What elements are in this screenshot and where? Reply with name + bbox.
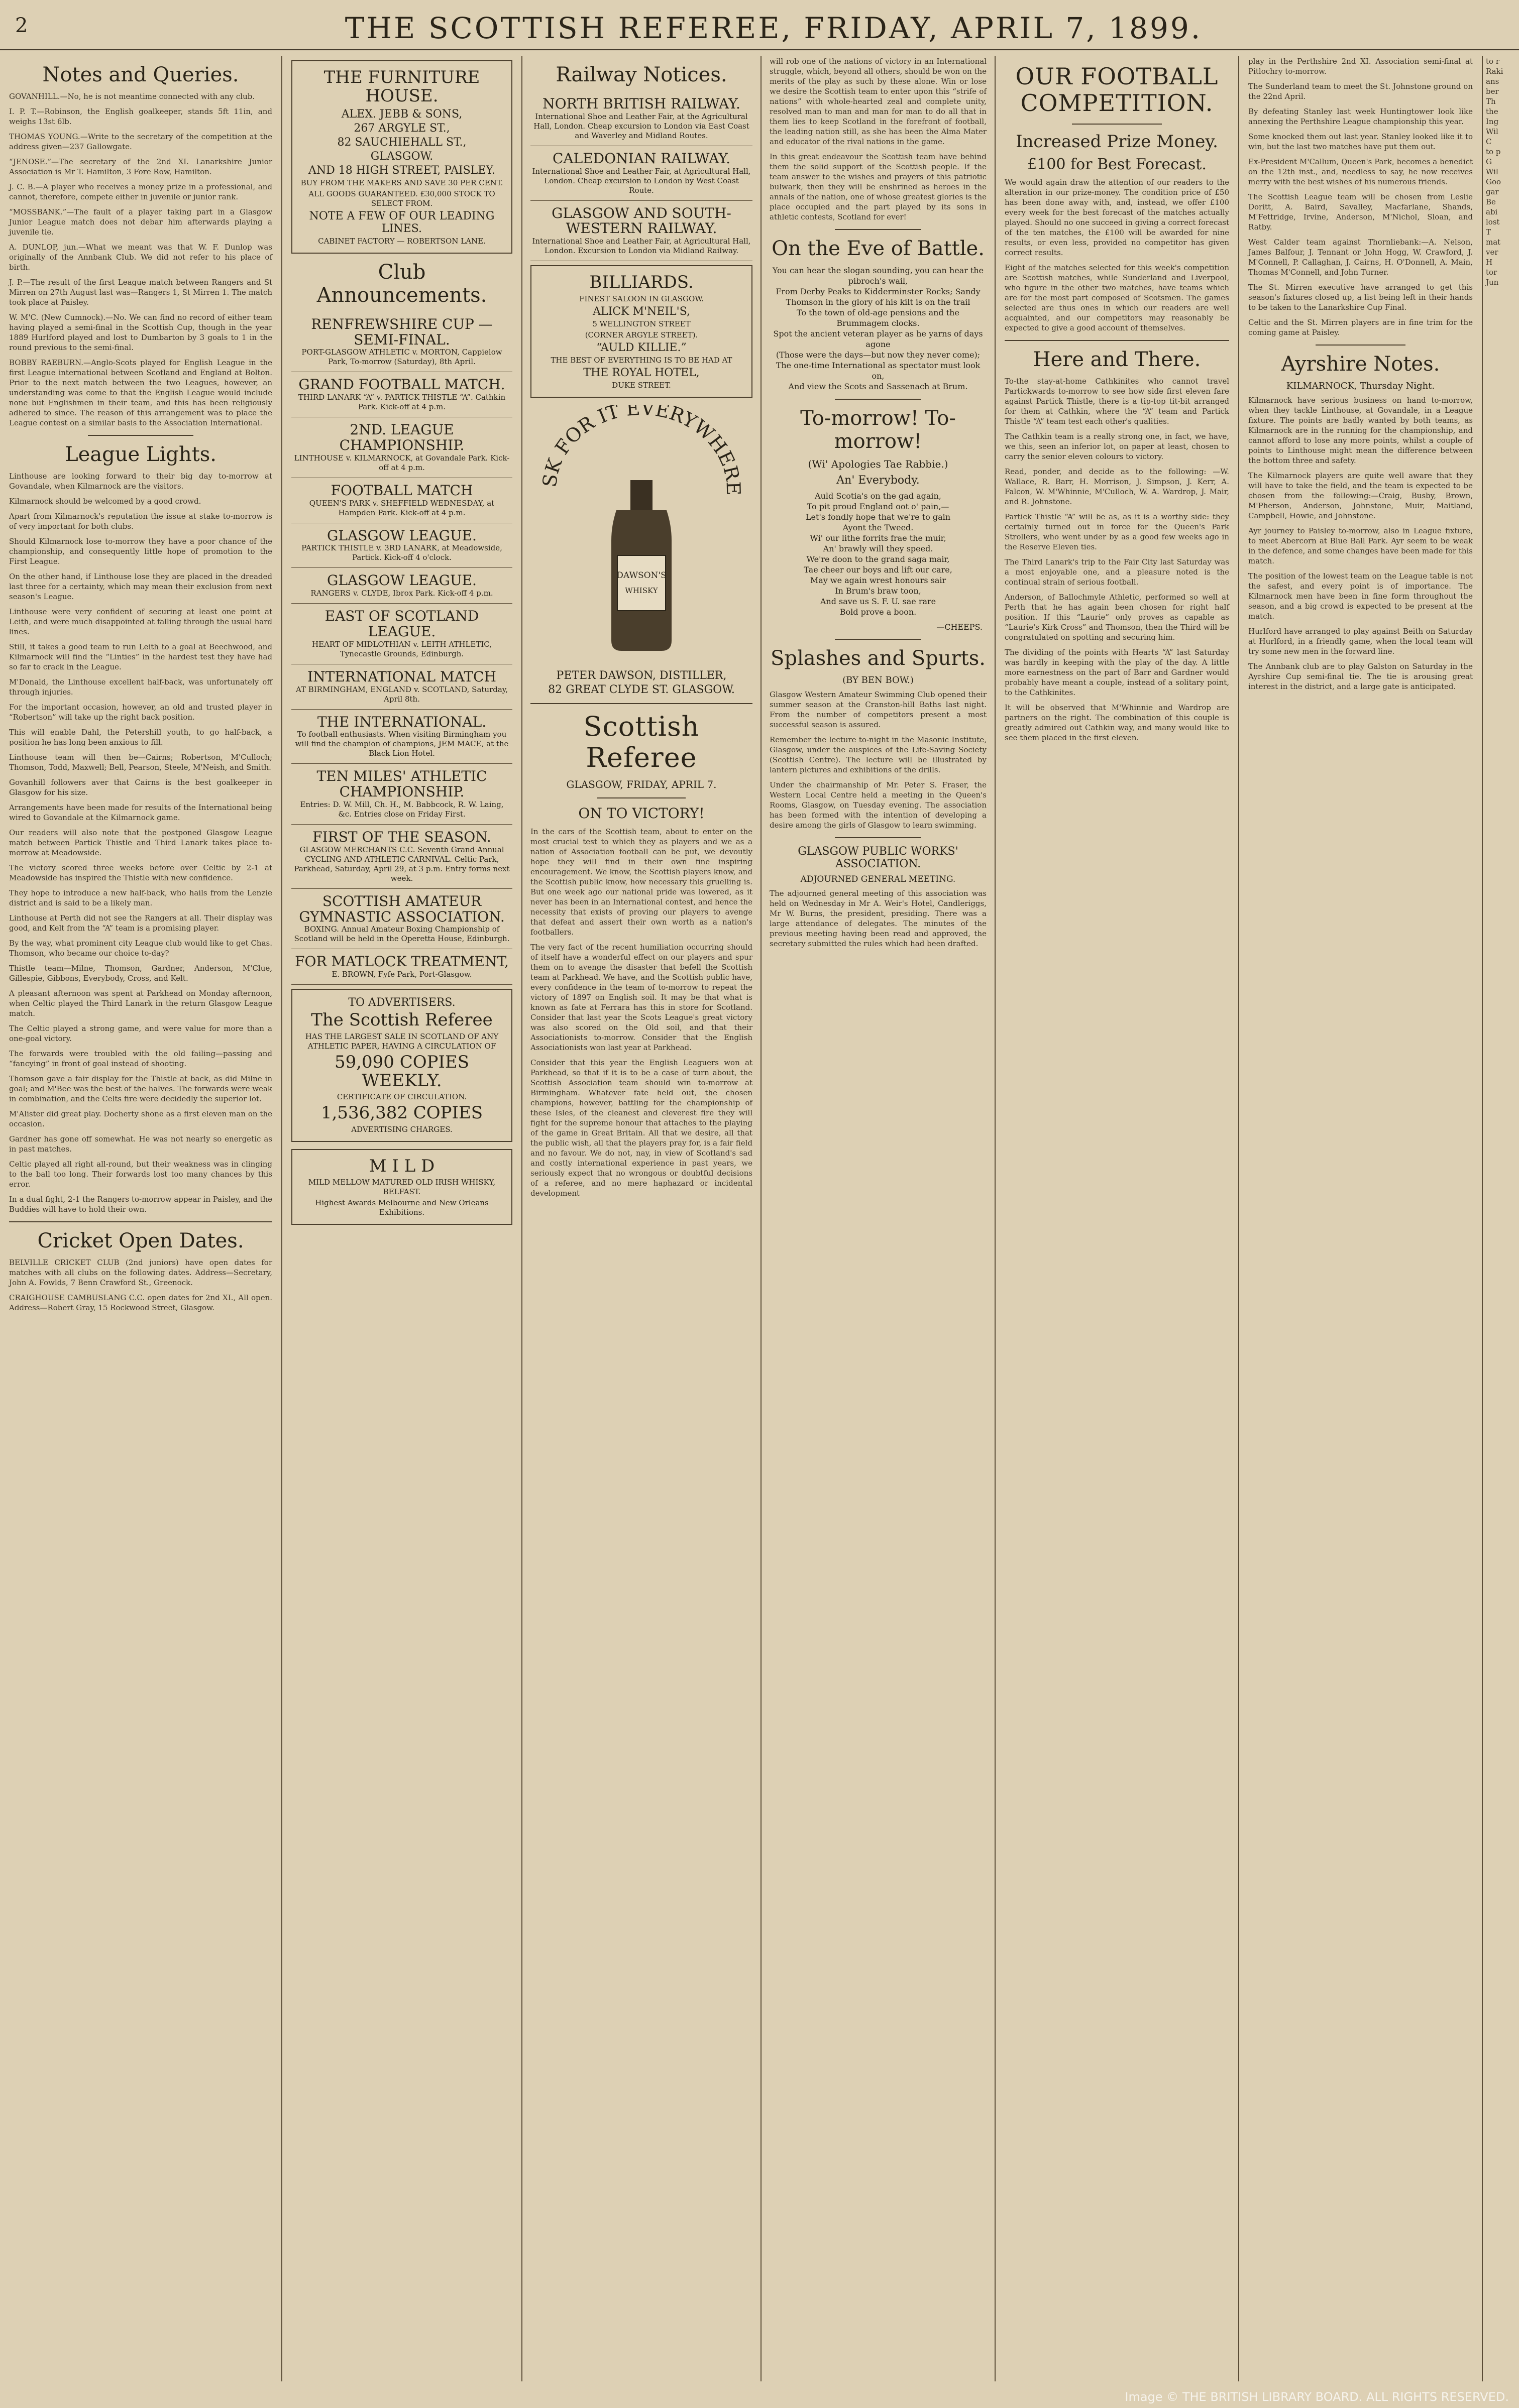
furniture-city: GLASGOW. [370, 150, 433, 163]
dawson-address: 82 GREAT CLYDE ST. GLASGOW. [548, 683, 735, 696]
column-5-note: Some knocked them out last year. Stanley looked like it to win, but the last two matches have put them out. [1248, 132, 1473, 151]
ayrshire-paragraph: Ayr journey to Paisley to-morrow, also in League fixture, to meet Abercorn at Blue Ball Park. Ayr seem to be weak in the defence, and some changes have been made for this match. [1248, 526, 1473, 565]
billiards-address: 5 WELLINGTON STREET [592, 319, 691, 328]
query-answer: A. DUNLOP, jun.—What we meant was that W. F. Dunlop was originally of the Annbank Club. We did not refer to his place of birth. [9, 243, 272, 272]
whisky-body: MILD MELLOW MATURED OLD IRISH WHISKY, BELFAST. [308, 1178, 496, 1197]
league-note: The victory scored three weeks before over Celtic by 2-1 at Meadowside has inspired the Thistle with new confidence. [9, 863, 272, 882]
edge-fragment: G [1486, 157, 1492, 166]
railway-notice-title: NORTH BRITISH RAILWAY. [542, 95, 740, 112]
victory-paragraph: The very fact of the recent humiliation occurring should of itself have a wonderful effect on our players and spur them on to avenge the disaster that befell the Scottish team at Parkhead. We have, and the Scottish public have, every confidence in the team of to-morrow to repeat the victory of 1897 on English soil. It may be that what is known as fate at Ferrara has this in store for Scotland. Consider that last year the Scots League's great victory was also scored on the Old soil, and that their Associationists to-morrow. Consider that the English Associationists won last year at Parkhead. [530, 942, 752, 1052]
league-note: On the other hand, if Linthouse lose they are placed in the dreaded last three for a certainty, which may mean their exclusion from next season's League. [9, 572, 272, 601]
billiards-best: THE BEST OF EVERYTHING IS TO BE HAD AT [551, 355, 732, 365]
advertisers-certificate: CERTIFICATE OF CIRCULATION. [337, 1092, 467, 1102]
billiards-hotel: THE ROYAL HOTEL, [583, 366, 700, 379]
furniture-address-3: AND 18 HIGH STREET, PAISLEY. [308, 164, 496, 177]
advertisers-paper: The Scottish Referee [311, 1010, 493, 1030]
announcement-title: FOOTBALL MATCH [331, 482, 473, 499]
league-note: Linthouse at Perth did not see the Rangers at all. Their display was good, and Kelt from the “A” team is a promising player. [9, 913, 272, 933]
tomorrow-signature: —CHEEPS. [936, 622, 983, 632]
cricket-heading: Cricket Open Dates. [37, 1229, 244, 1252]
ayrshire-dateline: KILMARNOCK, Thursday Night. [1286, 381, 1435, 391]
query-answer: “JENOSE.”—The secretary of the 2nd XI. Lanarkshire Junior Association is Mr T. Hamilton, 3 Fore Row, Hamilton. [9, 157, 272, 176]
query-answer: J. C. B.—A player who receives a money prize in a professional, and cannot, therefore, compete either in juvenile or junior rank. [9, 182, 272, 201]
edge-fragment: Goo [1486, 177, 1501, 186]
announcement-body: PARTICK THISTLE v. 3RD LANARK, at Meadowside, Partick. Kick-off 4 o'clock. [301, 543, 502, 562]
announcement-body: AT BIRMINGHAM, ENGLAND v. SCOTLAND, Saturday, April 8th. [295, 684, 508, 704]
tomorrow-poem-line: Tae cheer our boys and lift our care, [804, 565, 952, 575]
league-note: By the way, what prominent city League club would like to get Chas. Thomson, who became our choice to-day? [9, 939, 272, 958]
competition-sub: Increased Prize Money. [1016, 131, 1218, 152]
announcement-title: GLASGOW LEAGUE. [327, 527, 477, 544]
divider [88, 435, 193, 436]
competition-paragraph: Eight of the matches selected for this week's competition are Scottish matches, while Sunderland and Liverpool, who figure in the other two matches, have teams which are for the most part composed of Scotsmen. The games selected are thus ones in which our readers are well acquainted, and our competitors may reasonably be expected to give a good account of themselves. [1005, 263, 1229, 332]
here-paragraph: Anderson, of Ballochmyle Athletic, performed so well at Perth that he has again been chosen for right half position. If this “Laurie” only proves as capable as “Laurie's Kirk Cross” and Thomson, then the Third will be congratulated on spotting and securing him. [1005, 592, 1229, 642]
league-note: Celtic played all right all-round, but their weakness was in clinging to the ball too long. Their forwards lost too many chances by this error. [9, 1160, 272, 1189]
splash-article [770, 690, 987, 830]
ayrshire-article [1248, 395, 1473, 692]
league-heading: League Lights. [65, 443, 216, 466]
competition-prize: £100 for Best Forecast. [1027, 155, 1207, 173]
eve-poem-line: (Those were the days—but now they never come); [776, 350, 981, 360]
query-answer: BOBBY RAEBURN.—Anglo-Scots played for English League in the first League international between Scotland and England at Bolton. Prior to the next match between the two Leagues, however, an understanding was come to that the English League would include none but Englishmen in their team, and this has been religiously adhered to since. The reason of this arrangement was to place the League contest on a similar basis to the Association International. [9, 358, 272, 427]
column-3 [522, 56, 996, 2381]
page-number: 2 [15, 14, 28, 37]
whisky-note: Highest Awards Melbourne and New Orleans Exhibitions. [315, 1198, 489, 1217]
column-5-note: West Calder team against Thornliebank:—A. Nelson, James Balfour, J. Tennant or John Hogg, W. Crawford, J. M'Connell, P. Callaghan, J. Cairns, H. O'Donnell, A. Main, Thomas M'Connell, and John Turner. [1248, 238, 1473, 277]
divider [1072, 124, 1162, 125]
billiards-title: BILLIARDS. [589, 272, 694, 293]
splash-heading: Splashes and Spurts. [771, 647, 986, 670]
tomorrow-heading: To-morrow! To-morrow! [800, 407, 956, 453]
query-answer: J. P.—The result of the first League match between Rangers and St Mirren on 27th August last was—Rangers 1, St Mirren 1. The match took place at Paisley. [9, 278, 272, 307]
announcement-body: BOXING. Annual Amateur Boxing Championship of Scotland will be held in the Operetta House, Edinburgh. [294, 925, 510, 944]
league-note: This will enable Dahl, the Petershill youth, to go half-back, a position he has long been anxious to fill. [9, 728, 272, 747]
victory-article [530, 827, 752, 1198]
billiards-advert [530, 265, 752, 397]
advertisers-total: 1,536,382 COPIES [320, 1103, 483, 1123]
furniture-guarantee: ALL GOODS GUARANTEED. £30,000 STOCK TO SELECT FROM. [308, 189, 495, 208]
edge-fragment: Wil [1486, 127, 1498, 136]
billiards-corner: (CORNER ARGYLE STREET). [585, 330, 698, 339]
edge-fragment: abi [1486, 207, 1498, 216]
bottle-label-icon [617, 555, 666, 611]
railway-notice-body: International Shoe and Leather Fair, at Agricultural Hall, London. Excursion to London via Midland Railway. [532, 237, 751, 256]
edge-fragment: Jun [1486, 278, 1499, 287]
divider [835, 639, 922, 640]
edge-fragment: H [1486, 258, 1493, 267]
tomorrow-poem-line: Let's fondly hope that we're to gain [805, 512, 951, 522]
league-note: Kilmarnock should be welcomed by a good crowd. [9, 497, 201, 506]
announcement-body: RANGERS v. CLYDE, Ibrox Park. Kick-off 4 p.m. [310, 589, 493, 598]
railway-notice-title: CALEDONIAN RAILWAY. [552, 150, 731, 167]
tomorrow-poem-line: Ayont the Tweed. [842, 523, 914, 532]
announcement-title: FIRST OF THE SEASON. [312, 828, 491, 845]
league-note: In a dual fight, 2-1 the Rangers to-morrow appear in Paisley, and the Buddies will have to hold their own. [9, 1195, 272, 1214]
league-note: Arrangements have been made for results of the International being wired to Govandale at the Kilmarnock game. [9, 803, 272, 822]
league-note: Govanhill followers aver that Cairns is the best goalkeeper in Glasgow for his size. [9, 778, 272, 797]
eve-poem [770, 265, 987, 392]
divider [9, 1221, 272, 1222]
announcement-body: To football enthusiasts. When visiting Birmingham you will find the champion of champions, JEM MACE, at the Black Lion Hotel. [295, 730, 509, 758]
column-1 [0, 56, 282, 2381]
column-3b [762, 56, 996, 2381]
column-5-note: Celtic and the St. Mirren players are in fine trim for the coming game at Paisley. [1248, 318, 1473, 337]
announcement [291, 825, 512, 889]
league-note: They hope to introduce a new half-back, who hails from the Lenzie district and is said to be a likely man. [9, 888, 272, 907]
league-note: Linthouse were very confident of securing at least one point at Leith, and were much disappointed at falling through the usual hard lines. [9, 607, 272, 636]
divider [1005, 340, 1229, 341]
league-note: M'Alister did great play. Docherty shone as a first eleven man on the occasion. [9, 1109, 272, 1128]
competition-paragraph: We would again draw the attention of our readers to the alteration in our prize-money. The condition price of £50 has been done away with, and, instead, we offer £100 every week for the best forecast of the matches actually played. Should no one succeed in giving a correct forecast of the ten matches, the £100 will be awarded for nine results, or even less, provided no competitor has given correct results. [1005, 177, 1229, 257]
ayrshire-paragraph: The Kilmarnock players are quite well aware that they will have to take the field, and the team is expected to be chosen from the following:—Craig, Busby, Brown, M'Pherson, Anderson, Johnstone, Muir, Maitland, Campbell, Howie, and Johnstone. [1248, 471, 1473, 520]
column-6-edge [1483, 56, 1519, 2381]
league-note: Thistle team—Milne, Thomson, Gardner, Anderson, M'Clue, Gillespie, Gibbons, Everybody, Cross, and Kelt. [9, 964, 272, 983]
announcement-title: FOR MATLOCK TREATMENT, [295, 953, 509, 970]
announcement-title: THE INTERNATIONAL. [317, 713, 487, 730]
billiards-owner: ALICK M'NEIL'S, [593, 305, 690, 318]
eve-poem-line: From Derby Peaks to Kidderminster Rocks; Sandy Thomson in the glory of his kilt is on the trail [776, 287, 981, 307]
edge-fragment: gar [1486, 187, 1499, 196]
here-paragraph: To-the stay-at-home Cathkinites who cannot travel Partickwards to-morrow to see how side first eleven fare against Partick Thistle, there is a tip-top tit-bit arranged for them at Cathkin, where the “A” team and Partick Thistle “A” team test each other's qualities. [1005, 376, 1229, 426]
edge-fragment: ber [1486, 87, 1499, 96]
competition-heading: OUR FOOTBALL COMPETITION. [1015, 63, 1219, 117]
here-heading: Here and There. [1033, 348, 1201, 371]
league-note: Apart from Kilmarnock's reputation the issue at stake to-morrow is of very important for both clubs. [9, 512, 272, 531]
works-paragraph: The adjourned general meeting of this association was held on Wednesday in Mr A. Weir's Hotel, Candleriggs, Mr W. Burns, the president, presiding. There was a large attendance of delegates. The minutes of the previous meeting having been read and approved, the secretary submitted the rules which had been drafted. [770, 889, 987, 948]
tomorrow-poem-line: May we again wrest honours sair [810, 576, 946, 585]
announcement-title: SCOTTISH AMATEUR GYMNASTIC ASSOCIATION. [299, 892, 505, 925]
announcement [291, 949, 512, 985]
splash-paragraph: Remember the lecture to-night in the Masonic Institute, Glasgow, under the auspices of the Life-Saving Society (Scottish Centre). The lecture will be illustrated by lantern pictures and exhibitions of the drills. [770, 735, 987, 774]
bottle-label-text: DAWSON'S [616, 570, 667, 581]
column-4 [996, 56, 1239, 2381]
dawson-advert [530, 405, 752, 696]
announcement-body: PORT-GLASGOW ATHLETIC v. MORTON, Cappielow Park, To-morrow (Saturday), 8th April. [301, 348, 502, 367]
railway-heading: Railway Notices. [556, 63, 727, 86]
tomorrow-poem-line: An' brawly will they speed. [823, 544, 933, 553]
club-announcements-heading: Club Announcements. [316, 260, 487, 307]
splash-paragraph: Glasgow Western Amateur Swimming Club opened their summer season at the Cranston-hill Baths last night. From the number of competitors present a most successful season is assured. [770, 690, 987, 729]
tomorrow-poem-line: In Brum's braw toon, [835, 586, 921, 596]
announcements-list [291, 312, 512, 985]
railway-notice-title: GLASGOW AND SOUTH-WESTERN RAILWAY. [552, 204, 731, 237]
column-2 [282, 56, 522, 2381]
ayrshire-paragraph: Kilmarnock have serious business on hand to-morrow, when they tackle Linthouse, at Govandale, in a League fixture. The points are badly wanted by both teams, as Kilmarnock are in the running for the championship, and cannot afford to lose any more points, whilst a couple of points to Linthouse might mean the difference between the bottom three and safety. [1248, 396, 1473, 465]
furniture-address-2: 82 SAUCHIEHALL ST., [337, 136, 467, 149]
edge-fragment: lost [1486, 217, 1500, 226]
league-note: Gardner has gone off somewhat. He was not nearly so energetic as in past matches. [9, 1134, 272, 1154]
announcement-title: 2ND. LEAGUE CHAMPIONSHIP. [339, 421, 465, 453]
league-note: M'Donald, the Linthouse excellent half-back, was unfortunately off through injuries. [9, 677, 272, 697]
eve-poem-line: Spot the ancient veteran player as he yarns of days agone [773, 329, 983, 349]
edge-fragment: C [1486, 137, 1492, 146]
competition-article [1005, 177, 1229, 333]
billiards-inn: “AULD KILLIE.” [596, 341, 687, 354]
league-note: The Celtic played a strong game, and were value for more than a one-goal victory. [9, 1024, 272, 1043]
query-answer: I. P. T.—Robinson, the English goalkeeper, stands 5ft 11in, and weighs 13st 6lb. [9, 107, 272, 126]
notes-list [9, 91, 272, 428]
furniture-advert [291, 60, 512, 254]
announcement [291, 568, 512, 604]
announcement [291, 417, 512, 478]
ayrshire-heading: Ayrshire Notes. [1281, 353, 1440, 376]
divider [835, 229, 922, 230]
announcement [291, 764, 512, 825]
query-answer: W. M'C. (New Cumnock).—No. We can find no record of either team having played a semi-final in the Scottish Cup, though in the year 1889 Hurlford played and lost to Dumbarton by 3 goals to 1 in the round previous to the semi-final. [9, 313, 272, 352]
announcement [291, 664, 512, 710]
league-note: Still, it takes a good team to run Leith to a goal at Beechwood, and Kilmarnock will find the “Linties” in the hardest test they have had so far to crack in the League. [9, 642, 272, 671]
league-note: Linthouse team will then be—Cairns; Robertson, M'Culloch; Thomson, Todd, Maxwell; Bell, Pearson, Steele, M'Neish, and Smith. [9, 753, 272, 772]
announcement-body: LINTHOUSE v. KILMARNOCK, at Govandale Park. Kick-off at 4 p.m. [294, 453, 510, 472]
here-paragraph: The Third Lanark's trip to the Fair City last Saturday was a most enjoyable one, and a pleasure noted is the continual strain of serious football. [1005, 557, 1229, 587]
league-note: Our readers will also note that the postponed Glasgow League match between Partick Thistle and Third Lanark takes place to-morrow at Meadowside. [9, 828, 272, 857]
column-5-note: The Sunderland team to meet the St. Johnstone ground on the 22nd April. [1248, 82, 1473, 101]
advertisers-claim: HAS THE LARGEST SALE IN SCOTLAND OF ANY ATHLETIC PAPER, HAVING A CIRCULATION OF [305, 1031, 499, 1051]
announcement-body: E. BROWN, Fyfe Park, Port-Glasgow. [332, 970, 472, 979]
column-5-note: play in the Perthshire 2nd XI. Association semi-final at Pitlochry to-morrow. [1248, 57, 1473, 76]
railway-notice [530, 91, 752, 146]
edge-fragment: to r [1486, 57, 1499, 66]
furniture-title: THE FURNITURE HOUSE. [323, 67, 480, 106]
railway-notice [530, 146, 752, 201]
eve-poem-line: The one-time International as spectator must look on, [776, 361, 981, 381]
edge-fragment: Be [1486, 197, 1496, 206]
eve-poem-line: You can hear the slogan sounding, you can hear the pibroch's wail, [772, 266, 984, 286]
announcement-body: HEART OF MIDLOTHIAN v. LEITH ATHLETIC, Tynecastle Grounds, Edinburgh. [311, 639, 492, 658]
ayrshire-paragraph: The position of the lowest team on the League table is not the safest, and every point is of importance. The Kilmarnock men have been in fine form throughout the season, and a big crowd is expected to be present at the match. [1248, 571, 1473, 621]
railway-list [530, 91, 752, 261]
splash-byline: (BY BEN BOW.) [842, 675, 914, 685]
announcement-body: Entries: D. W. Mill, Ch. H., M. Babbcock, R. W. Laing, &c. Entries close on Friday First. [300, 799, 504, 819]
query-answer: “MOSSBANK.”—The fault of a player taking part in a Glasgow Junior League match does not debar him afterwards playing a juvenile tie. [9, 207, 272, 237]
victory-paragraph: In the cars of the Scottish team, about to enter on the most crucial test to which they as players and we as a nation of Association football can be put, we devoutly hope they will find in their own fine inspiring encouragement. We know, the Scottish players know, and the Scottish public know, how necessary this gruelling is. But one week ago our national pride was lowered, as it never has been in an International contest, and hence the necessity that exists of proving our players to avenge that defeat and assert their own worth as a nation's footballers. [530, 827, 752, 937]
announcement [291, 604, 512, 664]
whisky-advert [291, 1149, 512, 1225]
divider [835, 399, 922, 400]
league-note: For the important occasion, however, an old and trusted player in “Robertson” will take up the right back position. [9, 703, 272, 722]
cricket-note: CRAIGHOUSE CAMBUSLANG C.C. open dates for 2nd XI., All open. Address—Robert Gray, 15 Rockwood Street, Glasgow. [9, 1293, 272, 1312]
victory-paragraph: Consider that this year the English Leaguers won at Parkhead, so that if it is to be a case of turn about, the Scottish Association team should win to-morrow at Birmingham. Whatever fate held out, the chosen champions, however, battling for the championship of these Isles, of the cleanest and cleverest fire they will fight for the supreme honour that attaches to the playing of the game in Great Britain. All that we desire, all that the public wish, all that the players pray for, is a fair field and no favour. We do not, nay, in view of Scotland's sad and costly international experience in past years, we seriously expect that no wrongous or doubtful decisions of a referee, and no mere haphazard or incidental development [530, 1058, 752, 1198]
announcement-title: GLASGOW LEAGUE. [327, 572, 477, 589]
announcement [291, 312, 512, 373]
lead-paragraph: will rob one of the nations of victory in an International struggle, which, beyond all others, should be won on the merits of the play as such by these alone. Win or lose we desire the Scottish team to enter upon this “strife of nations” with whole-hearted zeal and complete unity, resolved man to man and man for man to do all that in them lies to keep Scotland in the forefront of football, the leading nation still, as she has been the Alma Mater and educator of the rival nations in the game. [770, 57, 987, 146]
edge-fragment: the [1486, 107, 1498, 116]
divider [835, 837, 922, 838]
ayrshire-paragraph: Hurlford have arranged to play against Beith on Saturday at Hurlford, in a friendly game, when the local team will try some new men in the forward line. [1248, 627, 1473, 656]
announcement-body: QUEEN'S PARK v. SHEFFIELD WEDNESDAY, at Hampden Park. Kick-off at 4 p.m. [309, 498, 495, 517]
league-note: Linthouse are looking forward to their big day to-morrow at Govandale, when Kilmarnock are the visitors. [9, 472, 272, 491]
edge-fragments [1486, 56, 1516, 287]
divider [597, 797, 686, 798]
masthead [0, 0, 1519, 51]
here-paragraph: Partick Thistle “A” will be as, as it is a worthy side: they certainly turned out in force for the Queen's Park Strollers, who went under by as a good few weeks ago in the Reserve Eleven ties. [1005, 512, 1229, 551]
advertisers-rates-heading: ADVERTISING CHARGES. [351, 1124, 453, 1134]
furniture-slogan: BUY FROM THE MAKERS AND SAVE 30 PER CENT. [300, 178, 503, 187]
whisky-letters: M I L D [369, 1156, 435, 1176]
edge-fragment: Ing [1486, 117, 1499, 126]
lead-paragraph: In this great endeavour the Scottish team have behind them the solid support of the Scottish people. If the team answer to the wishes and prayers of this patriotic bulwark, then they will be enshrined as heroes in the annals of the nation, one of whose greatest glories is the place occupied and the part played by its sons in athletic contests, Scotland for ever! [770, 152, 987, 221]
billiards-saloon: FINEST SALOON IN GLASGOW. [579, 294, 704, 303]
column-3a [522, 56, 762, 2381]
edge-fragment: tor [1486, 268, 1497, 277]
here-paragraph: It will be observed that M'Whinnie and Wardrop are partners on the right. The combination of this couple is greatly admired out Cathkin way, and many would like to see them placed in the first eleven. [1005, 703, 1229, 742]
billiards-street: DUKE STREET. [612, 380, 671, 390]
column-5-note: The Scottish League team will be chosen from Leslie Doritt, A. Baird, Savalley, Macfarlane, Shands, M'Fettridge, Irvine, Anderson, M'Nichol, Sloan, and Ratby. [1248, 192, 1473, 232]
edge-fragment: mat [1486, 238, 1501, 247]
column-5-note: The St. Mirren executive have arranged to get this season's fixtures closed up, a list being left in their hands to be taken to the Lanarkshire Cup Final. [1248, 283, 1473, 312]
bottle-neck-icon [630, 480, 653, 510]
image-credit: Image © THE BRITISH LIBRARY BOARD. ALL RIGHTS RESERVED. [1125, 2390, 1509, 2404]
announcement-title: RENFREWSHIRE CUP — SEMI-FINAL. [311, 315, 493, 348]
railway-notice [530, 201, 752, 262]
league-note: A pleasant afternoon was spent at Parkhead on Monday afternoon, when Celtic played the Third Lanark in the return Glasgow League match. [9, 989, 272, 1018]
column-5-notes [1248, 56, 1473, 337]
advertisers-box [291, 989, 512, 1142]
column-5-note: Ex-President M'Callum, Queen's Park, becomes a benedict on the 12th inst., and, needless to say, he now receives merry with the best wishes of his numerous friends. [1248, 157, 1473, 186]
furniture-factory: CABINET FACTORY — ROBERTSON LANE. [318, 236, 486, 246]
announcement-title: INTERNATIONAL MATCH [307, 668, 496, 685]
here-paragraph: Read, ponder, and decide as to the following: —W. Wallace, R. Barr, H. Morrison, J. Simpson, J. Kerr, A. Falcon, W. M'Whinnie, M'Culloch, W. A. Wardrop, J. Mair, and R. Johnstone. [1005, 467, 1229, 506]
railway-notice-body: International Shoe and Leather Fair, at the Agricultural Hall, London. Cheap excursion to London via East Coast and Waverley and Midland Routes. [533, 111, 749, 140]
cricket-list [9, 1257, 272, 1313]
eve-poem-line: And view the Scots and Sassenach at Brum. [788, 382, 968, 391]
here-article [1005, 376, 1229, 743]
advertisers-circulation: 59,090 COPIES WEEKLY. [334, 1052, 470, 1091]
eve-heading: On the Eve of Battle. [772, 237, 985, 260]
tomorrow-poem-line: To pit proud England oot o' pain,— [807, 502, 949, 511]
dawson-slogan: SK FOR IT EVERYWHERE [538, 404, 745, 496]
announcement [291, 889, 512, 950]
league-list [9, 471, 272, 1214]
tomorrow-poem-line: Bold prove a boon. [839, 607, 917, 617]
eve-poem-line: To the town of old-age pensions and the Brummagem clocks. [797, 308, 959, 328]
announcement-body: GLASGOW MERCHANTS C.C. Seventh Grand Annual CYCLING AND ATHLETIC CARNIVAL. Celtic Park, Parkhead, Saturday, April 29, at 3 p.m. Entry forms next week. [294, 845, 510, 883]
tomorrow-poem-line: And save us S. F. U. sae rare [820, 597, 936, 606]
announcement-title: TEN MILES' ATHLETIC CHAMPIONSHIP. [316, 768, 487, 800]
query-answer: THOMAS YOUNG.—Write to the secretary of the competition at the address given—237 Gallowgate. [9, 132, 272, 151]
here-paragraph: The dividing of the points with Hearts “A” last Saturday was hardly in keeping with the play of the day. A little more earnestness on the part of Barr and Gardner would probably have meant a couple, instead of a solitary point, to the Cathkinites. [1005, 647, 1229, 697]
furniture-note: NOTE A FEW OF OUR LEADING LINES. [309, 209, 495, 235]
divider [1316, 345, 1405, 346]
ayrshire-paragraph: The Annbank club are to play Galston on Saturday in the Ayrshire Cup semi-final tie. The tie is arousing great interest in the district, and a large gate is anticipated. [1248, 662, 1473, 691]
announcement [291, 523, 512, 568]
works-heading: GLASGOW PUBLIC WORKS' ASSOCIATION. [798, 845, 958, 870]
divider [530, 703, 752, 704]
dateline: GLASGOW, FRIDAY, APRIL 7. [566, 778, 717, 790]
edge-fragment: T [1486, 227, 1491, 237]
dawson-maker: PETER DAWSON, DISTILLER, [556, 669, 727, 682]
announcement-body: THIRD LANARK “A” v. PARTICK THISTLE “A”. Cathkin Park. Kick-off at 4 p.m. [298, 393, 506, 412]
league-note: Should Kilmarnock lose to-morrow they have a poor chance of the championship, and consequently little hope of promotion to the First League. [9, 537, 272, 566]
tomorrow-poem-line: Auld Scotia's on the gad again, [815, 491, 941, 501]
announcement [291, 478, 512, 523]
announcement-title: EAST OF SCOTLAND LEAGUE. [324, 608, 479, 640]
edge-fragment: Wil [1486, 167, 1498, 176]
victory-heading: ON TO VICTORY! [578, 805, 705, 822]
tomorrow-poem-line: Wi' our lithe forrits frae the muir, [810, 533, 946, 543]
notes-heading: Notes and Queries. [42, 63, 239, 86]
bottle-label-sub: WHISKY [625, 586, 658, 595]
query-answer: GOVANHILL.—No, he is not meantime connected with any club. [9, 92, 255, 101]
league-note: The forwards were troubled with the old failing—passing and “fancying” in front of goal instead of shooting. [9, 1049, 272, 1068]
here-paragraph: The Cathkin team is a really strong one, in fact, we have, we this, seen an inferior lot, on paper at least, chosen to carry the senior eleven colours to victory. [1005, 431, 1229, 461]
advertisers-heading: TO ADVERTISERS. [348, 996, 456, 1009]
column-5 [1239, 56, 1483, 2381]
column-5-note: By defeating Stanley last week Huntingtower look like annexing the Perthshire League championship this year. [1248, 107, 1473, 126]
paper-nameplate: Scottish Referee [583, 710, 700, 773]
league-note: Thomson gave a fair display for the Thistle at back, as did Milne in goal; and M'Bee was the best of the halves. The forwards were weak in combination, and the Celts fire were decidedly the superior lot. [9, 1074, 272, 1103]
edge-fragment: ver [1486, 248, 1498, 257]
works-sub: ADJOURNED GENERAL MEETING. [800, 874, 956, 884]
lead-article-continued [770, 56, 987, 222]
dawson-bottle-graphic [536, 405, 747, 666]
announcement [291, 372, 512, 417]
edge-fragment: ans [1486, 77, 1499, 86]
tomorrow-sub2: An' Everybody. [836, 474, 920, 487]
railway-notice-body: International Shoe and Leather Fair, at Agricultural Hall, London. Cheap excursion to London by West Coast Route. [532, 166, 751, 195]
tomorrow-poem-line: We're doon to the grand saga mair, [806, 554, 950, 564]
announcement-title: GRAND FOOTBALL MATCH. [298, 376, 505, 393]
announcement [291, 710, 512, 764]
cricket-note: BELVILLE CRICKET CLUB (2nd juniors) have open dates for matches with all clubs on the following dates. Address—Secretary, John A. Fowlds, 7 Benn Crawford St., Greenock. [9, 1258, 272, 1287]
edge-fragment: to p [1486, 147, 1501, 156]
splash-paragraph: Under the chairmanship of Mr. Peter S. Fraser, the Western Local Centre held a meeting in the Queen's Rooms, Glasgow, on Tuesday evening. The association has been formed with the intention of developing a desire among the girls of Glasgow to learn swimming. [770, 780, 987, 830]
edge-fragment: Raki [1486, 67, 1503, 76]
newspaper-title: THE SCOTTISH REFEREE, FRIDAY, APRIL 7, 1899. [345, 11, 1203, 45]
furniture-address-1: 267 ARGYLE ST., [354, 122, 450, 135]
tomorrow-sub: (Wi' Apologies Tae Rabbie.) [808, 458, 948, 470]
furniture-firm: ALEX. JEBB & SONS, [341, 107, 463, 121]
edge-fragment: Th [1486, 97, 1496, 106]
tomorrow-poem [770, 491, 987, 617]
